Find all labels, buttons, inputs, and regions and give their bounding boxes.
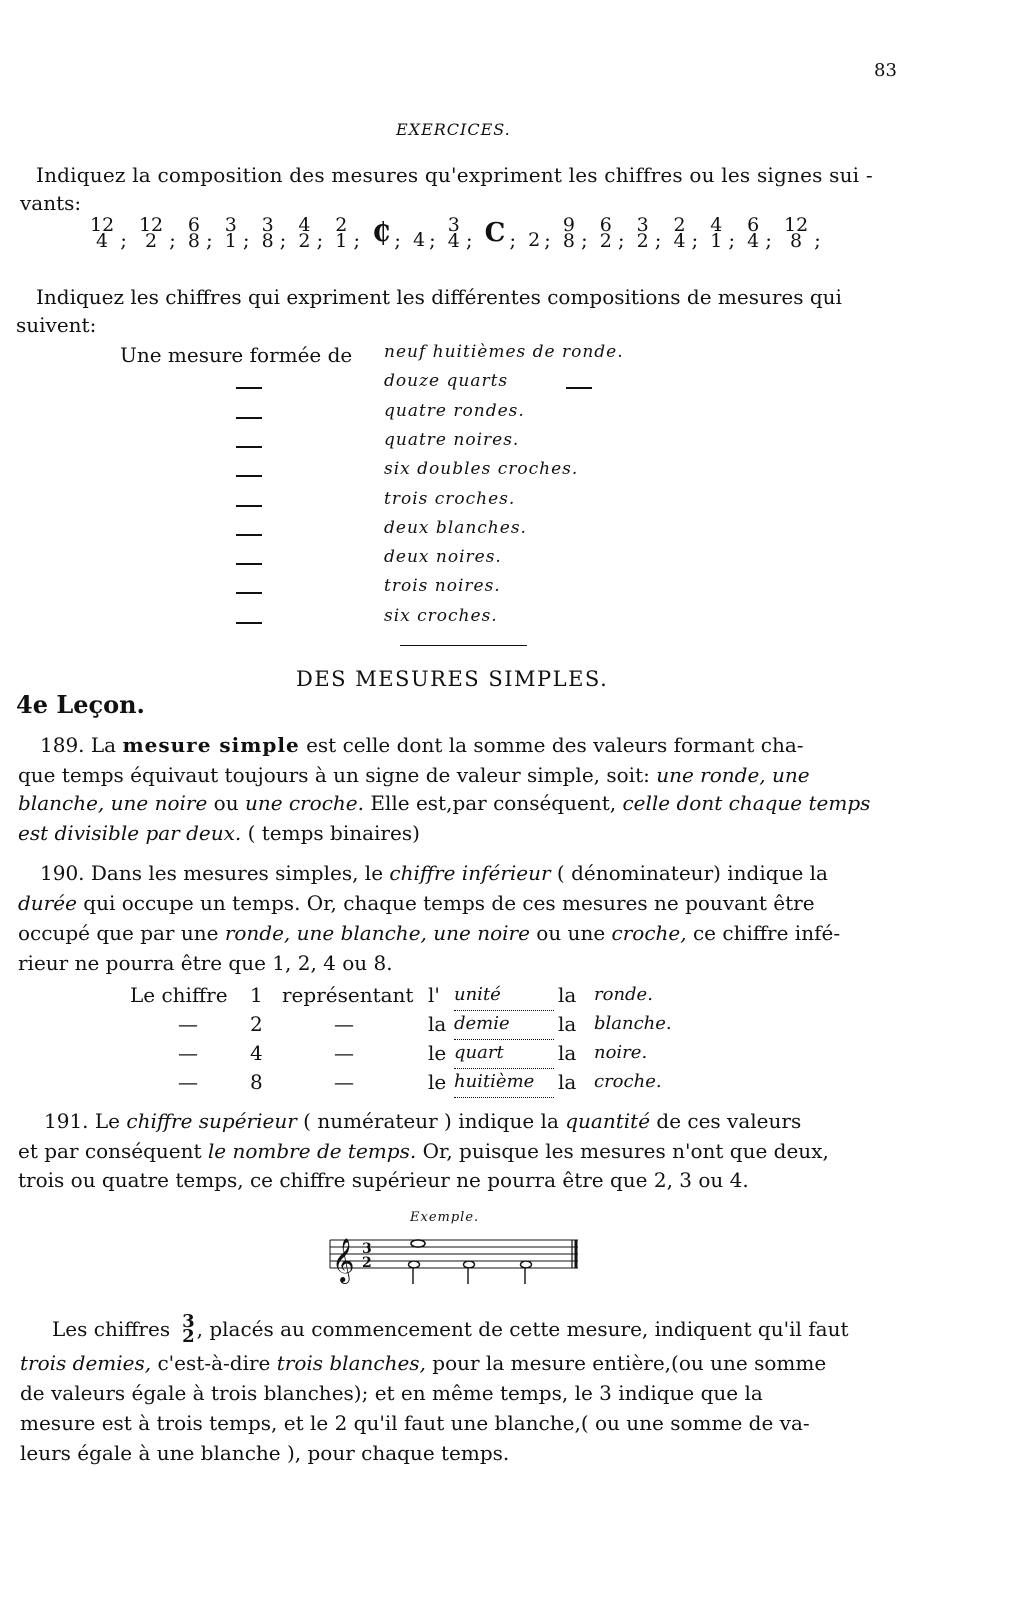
- time-signature: 4 2: [298, 214, 311, 252]
- lesson-label: 4e Leçon.: [16, 690, 145, 719]
- table-article: l': [428, 983, 440, 1007]
- half-note-icon: [409, 1261, 420, 1268]
- separator: ;: [394, 228, 401, 252]
- whole-note-icon: [411, 1240, 425, 1247]
- measure-composition-item: deux noires.: [384, 547, 502, 568]
- separator: ;: [728, 228, 736, 252]
- table-number: 8: [250, 1070, 263, 1094]
- table-article: la: [558, 1041, 577, 1065]
- measure-composition-item: deux blanches.: [384, 517, 527, 538]
- ditto-dash: [236, 563, 262, 565]
- table-note: ronde.: [594, 984, 653, 1005]
- ditto-dash: [236, 505, 262, 507]
- table-label: —: [334, 1070, 354, 1094]
- table-label: —: [178, 1041, 198, 1065]
- separator: ;: [120, 228, 127, 252]
- common-time-icon: C: [484, 218, 506, 248]
- final-line-3: de valeurs égale à trois blanches); et en même temps, le 3 indique que la: [20, 1381, 763, 1405]
- measure-prefix: Une mesure formée de: [120, 343, 353, 367]
- separator: ;: [691, 228, 699, 252]
- paragraph-190-line-2: durée qui occupe un temps. Or, chaque temps de ces mesures ne pouvant être: [18, 891, 815, 915]
- ditto-dash: [236, 622, 262, 624]
- separator: ;: [654, 228, 662, 252]
- measure-composition-item: six doubles croches.: [384, 459, 579, 480]
- paragraph-191-line-1: 191. Le chiffre supérieur ( numérateur ) indique la quantité de ces valeurs: [44, 1109, 802, 1133]
- table-article: le: [428, 1070, 447, 1094]
- separator: ;: [581, 228, 588, 252]
- paragraph-number: 189.: [40, 733, 85, 757]
- ditto-dash: [236, 475, 262, 477]
- time-signature: 2 1: [335, 214, 348, 252]
- time-signature: 12 2: [138, 214, 164, 252]
- ditto-dash: [566, 387, 592, 389]
- table-label: —: [334, 1012, 354, 1036]
- ditto-dash: [236, 534, 262, 536]
- paragraph-191-line-3: trois ou quatre temps, ce chiffre supérieur ne pourra être que 2, 3 ou 4.: [18, 1168, 749, 1192]
- half-note-icon: [521, 1261, 532, 1268]
- measure-composition-item: trois noires.: [384, 576, 501, 597]
- cut-time-icon: ₵: [372, 218, 391, 248]
- ditto-dash: [236, 387, 262, 389]
- term-mesure-simple: mesure simple: [122, 733, 300, 757]
- table-article: la: [558, 1070, 577, 1094]
- final-line-2: trois demies, c'est-à-dire trois blanches, pour la mesure entière,(ou une somme: [20, 1351, 827, 1375]
- table-label: —: [178, 1070, 198, 1094]
- fraction-three-two: 3 2: [182, 1311, 195, 1347]
- table-number: 4: [250, 1041, 263, 1065]
- table-label: Le chiffre: [130, 983, 228, 1007]
- table-article: la: [558, 983, 577, 1007]
- separator: ;: [205, 228, 213, 252]
- final-line-5: leurs égale à une blanche ), pour chaque temps.: [20, 1441, 510, 1465]
- table-value: unité: [454, 980, 554, 1011]
- measure-composition-item: douze quarts: [384, 371, 509, 392]
- paragraph-189-line-1: 189. La mesure simple est celle dont la somme des valeurs formant cha-: [40, 733, 804, 757]
- separator: ;: [169, 228, 176, 252]
- time-signature: 3 2: [636, 214, 649, 252]
- paragraph-191-line-2: et par conséquent le nombre de temps. Or, puisque les mesures n'ont que deux,: [18, 1139, 829, 1163]
- table-note: croche.: [594, 1071, 662, 1092]
- paragraph-189-line-3: blanche, une noire ou une croche. Elle est,par conséquent, celle dont chaque temps: [18, 791, 871, 815]
- ditto-dash: [236, 417, 262, 419]
- table-label: —: [178, 1012, 198, 1036]
- table-note: blanche.: [594, 1013, 672, 1034]
- paragraph-number: 191.: [44, 1109, 89, 1133]
- time-signature: 12 8: [783, 214, 809, 252]
- time-signature: 3 8: [261, 214, 274, 252]
- table-article: la: [428, 1012, 447, 1036]
- measure-composition-item: trois croches.: [384, 488, 516, 509]
- separator: ;: [429, 228, 436, 252]
- measure-composition-item: quatre noires.: [384, 429, 520, 450]
- half-note-icon: [464, 1261, 475, 1268]
- table-value: quart: [454, 1038, 554, 1069]
- separator: ;: [465, 228, 473, 252]
- table-number: 2: [250, 1012, 263, 1036]
- separator: ;: [814, 228, 821, 252]
- time-signature: 9 8: [562, 214, 576, 252]
- table-label: —: [334, 1041, 354, 1065]
- exercise-question-1-cont: vants:: [20, 191, 82, 215]
- table-value: demie: [454, 1009, 554, 1040]
- page-number: 83: [874, 60, 897, 81]
- table-number: 1: [250, 983, 263, 1007]
- paragraph-190-line-1: 190. Dans les mesures simples, le chiffre inférieur ( dénominateur) indique la: [40, 861, 828, 885]
- separator: ;: [765, 228, 772, 252]
- separator: ;: [316, 228, 324, 252]
- separator: ;: [544, 228, 551, 252]
- exercise-question-2: Indiquez les chiffres qui expriment les différentes compositions de mesures qui: [36, 285, 842, 309]
- time-signature: 6 8: [187, 214, 200, 252]
- table-article: le: [428, 1041, 447, 1065]
- separator: ;: [242, 228, 250, 252]
- example-label: Exemple.: [410, 1210, 480, 1225]
- time-signature-top: 3: [362, 1241, 372, 1257]
- time-signature-single: 4: [412, 229, 426, 251]
- table-note: noire.: [594, 1042, 648, 1063]
- table-article: la: [558, 1012, 577, 1036]
- exercise-question-1: Indiquez la composition des mesures qu'expriment les chiffres ou les signes sui -: [36, 163, 873, 187]
- time-signature: 12 4: [90, 214, 115, 252]
- time-signature: 3 1: [224, 214, 237, 252]
- measure-composition-item: quatre rondes.: [384, 400, 525, 421]
- time-signature: 6 2: [599, 214, 612, 252]
- ditto-dash: [236, 446, 262, 448]
- treble-clef-icon: 𝄞: [332, 1238, 355, 1282]
- time-signature: 2 4: [673, 214, 686, 252]
- paragraph-number: 190.: [40, 861, 85, 885]
- final-line-1: Les chiffres 3 2 , placés au commencement de cette mesure, indiquent qu'il faut: [52, 1311, 849, 1347]
- paragraph-190-line-3: occupé que par une ronde, une blanche, une noire ou une croche, ce chiffre infé-: [18, 921, 841, 945]
- paragraph-190-line-4: rieur ne pourra être que 1, 2, 4 ou 8.: [18, 951, 393, 975]
- paragraph-189-line-4: est divisible par deux. ( temps binaires): [18, 821, 420, 845]
- final-line-4: mesure est à trois temps, et le 2 qu'il faut une blanche,( ou une somme de va-: [20, 1411, 810, 1435]
- table-value: huitième: [454, 1067, 554, 1098]
- time-signature: 6 4: [747, 214, 760, 252]
- time-signature: 4 1: [710, 214, 723, 252]
- ditto-dash: [236, 592, 262, 594]
- time-signature-bottom: 2: [362, 1255, 372, 1271]
- exercise-question-2-cont: suivent:: [16, 313, 97, 337]
- separator: ;: [279, 228, 287, 252]
- music-staff-example: [326, 1232, 586, 1286]
- separator: ;: [617, 228, 625, 252]
- measure-composition-item: six croches.: [384, 605, 498, 626]
- separator: ;: [509, 228, 517, 252]
- divider: [400, 645, 527, 646]
- time-signatures-list: [90, 214, 833, 252]
- paragraph-189-line-2: que temps équivaut toujours à un signe de valeur simple, soit: une ronde, une: [18, 763, 810, 787]
- time-signature-single: 2: [528, 229, 541, 251]
- section-title: DES MESURES SIMPLES.: [296, 667, 609, 691]
- time-signature: 3 4: [447, 214, 460, 252]
- measure-composition-item: neuf huitièmes de ronde.: [384, 342, 624, 362]
- table-label: représentant: [282, 983, 414, 1007]
- exercises-heading: EXERCICES.: [396, 120, 511, 139]
- separator: ;: [353, 228, 361, 252]
